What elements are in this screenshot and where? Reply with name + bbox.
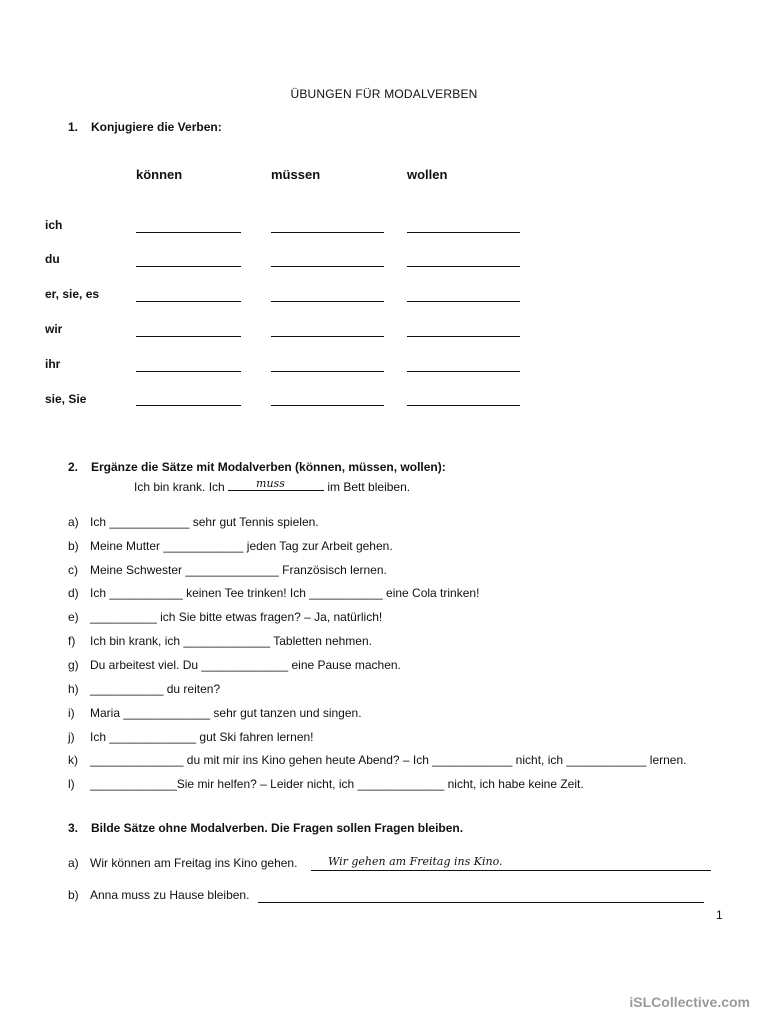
item-label: j) [68,730,75,744]
item-label: k) [68,753,78,767]
page-title: ÜBUNGEN FÜR MODALVERBEN [290,87,478,101]
exercise-item-g[interactable] [68,658,401,672]
example-after: im Bett bleiben. [324,480,411,494]
blank-muessen-sie[interactable] [271,405,384,406]
sentence-item-a [68,856,297,870]
verb-header-koennen: können [136,167,183,182]
pronoun-ihr: ihr [45,357,61,371]
item-text: ___________ du reiten? [90,682,221,696]
exercise-item-f[interactable] [68,634,372,648]
example-sentence [134,479,410,494]
blank-wollen-er[interactable] [407,301,520,302]
sentence-item-b [68,888,249,902]
exercise-item-a[interactable] [68,515,319,529]
blank-wollen-ich[interactable] [407,232,520,233]
item-text: ______________ du mit mir ins Kino gehen heute Abend? – Ich ____________ nicht, ich ____________ lernen. [90,753,687,767]
example-before: Ich bin krank. Ich [134,480,229,494]
answer-line-a[interactable] [311,870,711,871]
section1-number: 1. [68,120,79,134]
item-label: l) [68,777,75,791]
item-text: __________ ich Sie bitte etwas fragen? – Ja, natürlich! [90,610,383,624]
example-answer: muss [256,477,285,490]
item-text: Meine Mutter ____________ jeden Tag zur Arbeit gehen. [90,539,393,553]
exercise-item-c[interactable] [68,563,387,577]
page-number: 1 [716,908,723,922]
item-label: a) [68,856,79,870]
item-label: e) [68,610,79,624]
exercise-item-k[interactable] [68,753,686,767]
blank-koennen-du[interactable] [136,266,241,267]
exercise-item-d[interactable] [68,586,479,600]
blank-koennen-er[interactable] [136,301,241,302]
section2-number: 2. [68,460,79,474]
answer-a: Wir gehen am Freitag ins Kino. [328,855,503,868]
item-label: b) [68,539,79,553]
item-text: Ich ____________ sehr gut Tennis spielen. [90,515,319,529]
pronoun-er-sie-es: er, sie, es [45,287,100,301]
blank-muessen-wir[interactable] [271,336,384,337]
exercise-item-j[interactable] [68,730,314,744]
blank-wollen-ihr[interactable] [407,371,520,372]
item-label: i) [68,706,75,720]
pronoun-wir: wir [45,322,63,336]
blank-koennen-ich[interactable] [136,232,241,233]
blank-muessen-ihr[interactable] [271,371,384,372]
item-label: b) [68,888,79,902]
pronoun-du: du [45,252,60,266]
item-label: f) [68,634,76,648]
exercise-item-h[interactable] [68,682,220,696]
section3-number: 3. [68,821,79,835]
item-text: Maria _____________ sehr gut tanzen und singen. [90,706,362,720]
verb-header-wollen: wollen [407,167,448,182]
section1-heading: Konjugiere die Verben: [91,120,222,134]
item-text: Ich ___________ keinen Tee trinken! Ich ___________ eine Cola trinken! [90,586,480,600]
blank-wollen-wir[interactable] [407,336,520,337]
blank-koennen-ihr[interactable] [136,371,241,372]
item-text: Ich bin krank, ich _____________ Tabletten nehmen. [90,634,372,648]
blank-muessen-du[interactable] [271,266,384,267]
item-label: g) [68,658,79,672]
item-text: Ich _____________ gut Ski fahren lernen! [90,730,314,744]
answer-line-b[interactable] [258,902,704,903]
blank-wollen-du[interactable] [407,266,520,267]
verb-header-muessen: müssen [271,167,321,182]
pronoun-ich: ich [45,218,63,232]
item-label: d) [68,586,79,600]
item-label: c) [68,563,78,577]
watermark-logo: iSLCollective.com [629,994,750,1010]
section3-heading: Bilde Sätze ohne Modalverben. Die Fragen sollen Fragen bleiben. [91,821,464,835]
blank-koennen-wir[interactable] [136,336,241,337]
item-text: Meine Schwester ______________ Französisch lernen. [90,563,387,577]
blank-muessen-er[interactable] [271,301,384,302]
blank-koennen-sie[interactable] [136,405,241,406]
blank-wollen-sie[interactable] [407,405,520,406]
blank-muessen-ich[interactable] [271,232,384,233]
section2-heading: Ergänze die Sätze mit Modalverben (können, müssen, wollen): [91,460,446,474]
exercise-item-b[interactable] [68,539,393,553]
exercise-item-i[interactable] [68,706,362,720]
item-text: Anna muss zu Hause bleiben. [90,888,250,902]
exercise-item-l[interactable] [68,777,584,791]
item-text: Wir können am Freitag ins Kino gehen. [90,856,298,870]
exercise-item-e[interactable] [68,610,382,624]
item-text: Du arbeitest viel. Du _____________ eine Pause machen. [90,658,401,672]
example-blank [228,479,324,491]
item-label: a) [68,515,79,529]
item-label: h) [68,682,79,696]
item-text: _____________Sie mir helfen? – Leider nicht, ich _____________ nicht, ich habe keine Zeit. [90,777,584,791]
pronoun-sie-Sie: sie, Sie [45,392,87,406]
